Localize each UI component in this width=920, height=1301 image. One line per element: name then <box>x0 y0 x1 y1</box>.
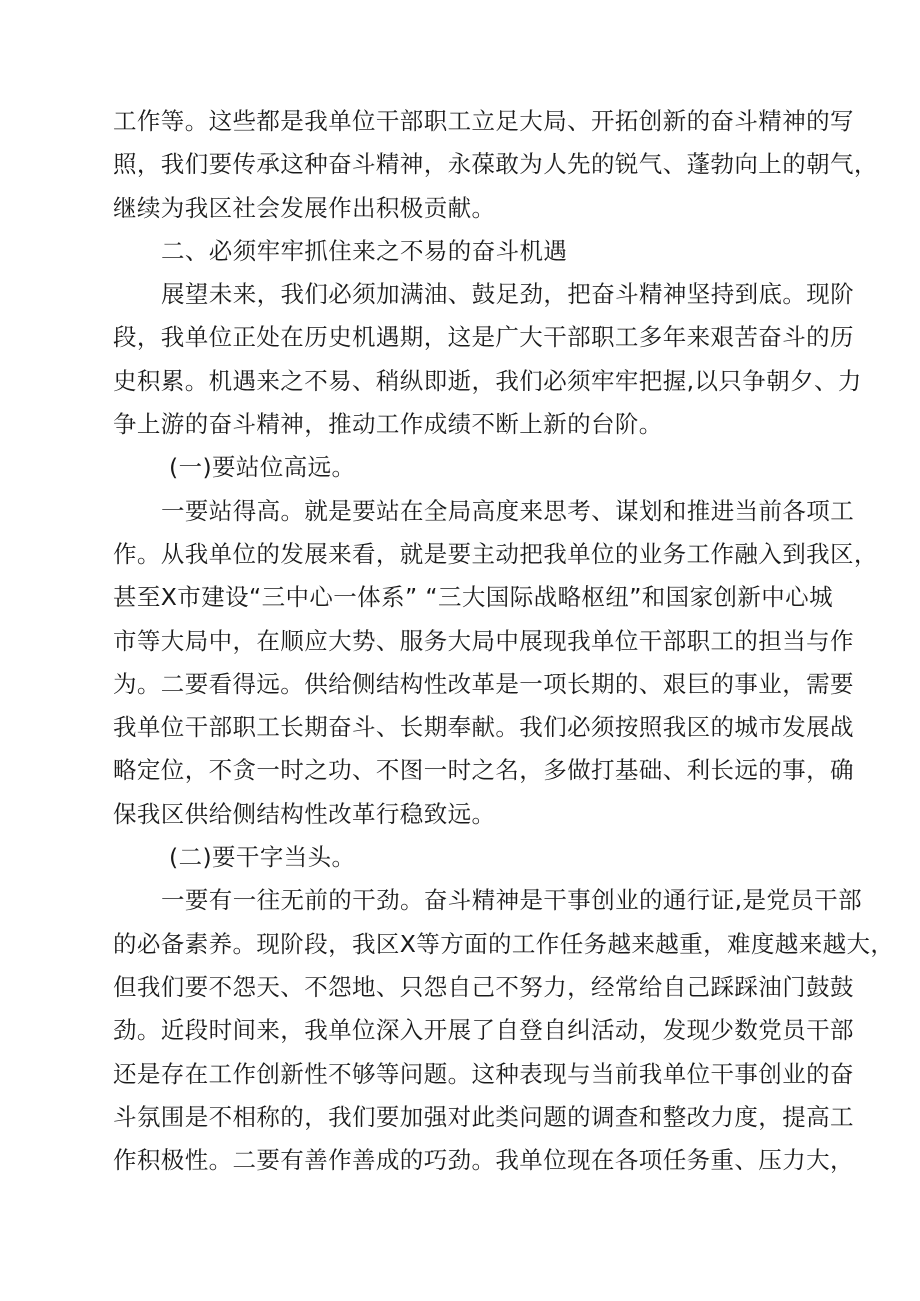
paragraph-line: 史积累。机遇来之不易、稍纵即逝，我们必须牢牢把握,以只争朝夕、力 <box>113 366 862 395</box>
paragraph-line: 照，我们要传承这种奋斗精神，永葆敢为人先的锐气、蓬勃向上的朝气， <box>113 150 878 179</box>
paragraph-line: 甚至X市建设“三中心一体系” “三大国际战略枢纽”和国家创新中心城 <box>113 583 833 612</box>
paragraph-line: 我单位干部职工长期奋斗、长期奉献。我们必须按照我区的城市发展战 <box>113 713 854 742</box>
paragraph-line: 作积极性。二要有善作善成的巧劲。我单位现在各项任务重、压力大， <box>113 1146 854 1175</box>
body-text <box>113 100 895 1182</box>
paragraph-line: 一要有一往无前的干劲。奋斗精神是干事创业的通行证,是党员干部 <box>161 886 862 915</box>
paragraph-line: 保我区供给侧结构性改革行稳致远。 <box>113 799 496 828</box>
paragraph-line: 作。从我单位的发展来看，就是要主动把我单位的业务工作融入到我区， <box>113 539 878 568</box>
paragraph-line: 市等大局中，在顺应大势、服务大局中展现我单位干部职工的担当与作 <box>113 626 854 655</box>
paragraph-line: 一要站得高。就是要站在全局高度来思考、谋划和推进当前各项工 <box>161 496 855 525</box>
paragraph-line: 继续为我区社会发展作出积极贡献。 <box>113 193 496 222</box>
paragraph-line: 工作等。这些都是我单位干部职工立足大局、开拓创新的奋斗精神的写 <box>113 107 854 135</box>
paragraph-line: 但我们要不怨天、不怨地、只怨自己不努力，经常给自己踩踩油门鼓鼓 <box>113 972 854 1001</box>
paragraph-line: 还是存在工作创新性不够等问题。这种表现与当前我单位干事创业的奋 <box>113 1059 854 1088</box>
paragraph-line: 斗氛围是不相称的，我们要加强对此类问题的调查和整改力度，提高工 <box>113 1102 854 1131</box>
paragraph-line: 劲。近段时间来，我单位深入开展了自登自纠活动，发现少数党员干部 <box>113 1016 854 1045</box>
section-heading: (一)要站位高远。 <box>169 453 356 482</box>
paragraph-line: 展望未来，我们必须加满油、鼓足劲，把奋斗精神坚持到底。现阶 <box>161 280 855 309</box>
paragraph-line: 的必备素养。现阶段，我区X等方面的工作任务越来越重，难度越来越大， <box>113 929 895 958</box>
paragraph-line: 为。二要看得远。供给侧结构性改革是一项长期的、艰巨的事业，需要 <box>113 669 854 698</box>
section-heading: 二、必须牢牢抓住来之不易的奋斗机遇 <box>161 236 568 265</box>
paragraph-line: 段，我单位正处在历史机遇期，这是广大干部职工多年来艰苦奋斗的历 <box>113 323 854 352</box>
paragraph-line: 争上游的奋斗精神，推动工作成绩不断上新的台阶。 <box>113 410 663 439</box>
section-heading: (二)要干字当头。 <box>169 843 356 872</box>
paragraph-line: 略定位，不贪一时之功、不图一时之名，多做打基础、利长远的事，确 <box>113 756 854 785</box>
